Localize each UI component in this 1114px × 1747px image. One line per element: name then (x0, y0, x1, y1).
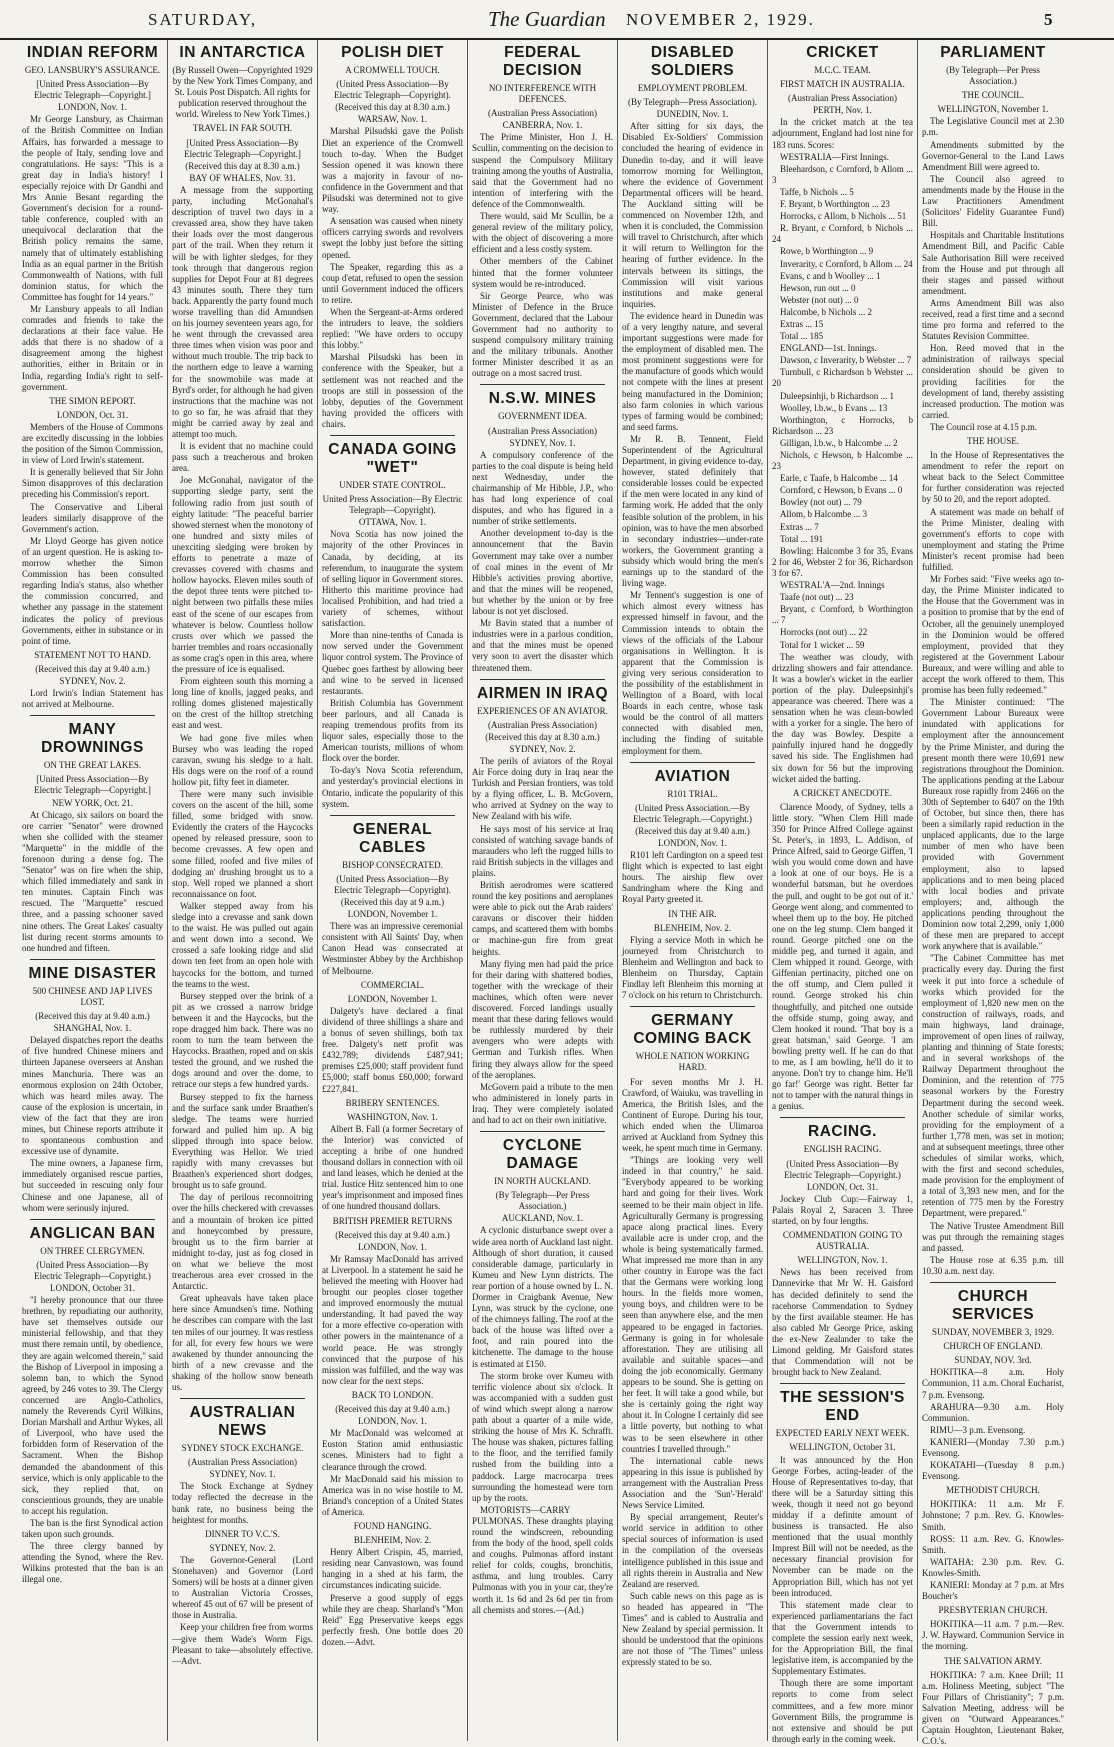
article-paragraph: Mr George Lansbury, as Chairman of the British Committee on Indian Affairs, has forwarded a message to the people of Italy, sending love and congratulations. He says: "This is a great day in India's history! I especially rejoice with Dr Gandhi and Mrs Annie Besant regarding the Government's decision for a round-table conference, coupled with an unequivocal declaration that the British policy remains the same, namely that of ultimately establishing India as an equal partner in the British Commonwealth of Nations, with full dominion status, for which the Committee has fought for 14 years." (22, 114, 163, 302)
article-paragraph: A cyclonic disturbance swept over a wide area north of Auckland last night. Although of short duration, it caused considerable damage, particularly in Kumeu and New Lynn districts. The rear portion of a house owned by L. N. Dormer in Craigbank Avenue, New Lynn, was struck by the cyclone, one of the chimneys falling. The roof at the back of the house was lifted over a foot, and rain poured into the kitchenette. The damage to the house is estimated at £150. (472, 1225, 613, 1369)
article-paragraph: MOTORISTS—CARRY PULMONAS. These draughts playing round the windscreen, rebounding from the body of the hood, spell colds and coughs. Pulmonas afford instant relief for colds, coughs, bronchitis, asthma, and lung troubles. Carry Pulmonas with you in your car, they're worth it. 1s 6d and 2s 6d per tin from all chemists and stores.—(Ad.) (472, 1504, 613, 1615)
article-paragraph: News has been received from Dannevirke that Mr W. H. Gaisford has decided definitely to send the racehorse Commendation to Sydney by the first available steamer. He has also cabled Mr George Price, asking the ex-New Zealander to take the Limond gelding. Mr Gaisford states that Commendation will not be brought back to New Zealand. (772, 1267, 913, 1378)
article-paragraph: Mr MacDonald was welcomed at Euston Station amid enthusiastic scenes. Ministers had to fight a clearance through the crowd. (322, 1428, 463, 1472)
article-paragraph: British aerodromes were scattered round the key positions and aeroplanes were able to pick out the Arab raiders' caravans or discover their hidden camps, and scattered them with bombs or machine-gun fire from great heights. (472, 880, 613, 957)
article-paragraph: The three clergy banned by attending the Synod, where the Rev. Wilkins protested that the ban is an illegal one. (22, 1541, 163, 1585)
article-rule (180, 1398, 305, 1399)
dateline: (Australian Press Association) (488, 425, 597, 436)
article-paragraph: R. Bryant, c Cornford, b Nichols ... 24 (772, 223, 913, 245)
article-paragraph: Clarence Moody, of Sydney, tells a little story. "When Clem Hill made 350 for Prince Alfred College against St. Peter's, in 1893, L. Addison, of Prince Alfred, said to George Giffen, 'I wish you would come down and have a look at one of our boys. He is a wonderful batsman, but he overdoes the pull, and ought to be got out of it.' George went along, and commented to wheel them up to the boy. He pitched one on the leg stump. Clem banged it round. George pitched one on the middle peg, and turned it again, and Clem whipped it round. George, with Giffenian pertinacity, pitched one on the off stump, and Clem pulled it round. George stroked his chin thoughtfully, and pitched one outside the offside stump, going away, and Clem hooked it round. 'That boy is a great batsman,' said George. 'I am bowling pretty well. If he can do that to me, as I am bowling, he'll do it to anyone. Don't try to change him. He'll go far!' George was right. Better far not to tamper with the natural things in a genius. (772, 801, 913, 1112)
article-subheading: CHURCH OF ENGLAND. (943, 1341, 1043, 1352)
article-paragraph: Another development to-day is the announcement that the Bavin Government may take over a number of coal mines in the event of Mr Hibble's activities proving abortive, and that the mines will be reopened, but whether by the union or by free labour is not yet disclosed. (472, 528, 613, 617)
dateline: (Australian Press Association) (188, 1457, 297, 1468)
article-paragraph: Many flying men had paid the price for their daring with shattered bodies, together with the wreckage of their machines, which often were never discovered. Forced landings usually meant that these daring fellows would be ruthlessly murdered by their avengers who were adepts with German and Turkish rifles. When firing they always allow for the speed of the aeroplanes. (472, 958, 613, 1080)
article-paragraph: Gilligan, l.b.w., b Halcombe ... 2 (780, 437, 898, 448)
column-7 (918, 40, 1068, 1747)
article-paragraph: The ban is the first Synodical action taken upon such grounds. (22, 1517, 163, 1540)
article-paragraph: ROSS: 11 a.m. Rev. G. Knowles-Smith. (922, 1533, 1064, 1555)
article-headline: MINE DISASTER (28, 964, 157, 982)
dateline: LONDON, Nov. 1. (358, 1416, 427, 1427)
article-paragraph: F. Bryant, b Worthington ... 23 (780, 199, 890, 210)
article-headline: MANY DROWNINGS (41, 721, 144, 757)
article-subheading: PRESBYTERIAN CHURCH. (938, 1605, 1048, 1616)
article-paragraph: In the House of Representatives the amendment to refer the report on wheat back to the Select Committee for further consideration was rejected by 50 to 20, and the report adopted. (922, 450, 1064, 505)
article-paragraph: Mr MacDonald said his mission to America was in no wise hostile to M. Briand's conception of a United States of America. (322, 1473, 463, 1517)
article-paragraph: Marshal Pilsudski gave the Polish Diet an experience of the Cromwell touch to-day. When the Budget Session opened it was known there was a majority in favour of no-confidence in the Government and that Pilsudski was determined not to give way. (322, 126, 463, 215)
dateline: BLENHEIM, Nov. 2. (653, 922, 732, 933)
article-paragraph: Such cable news on this page as is so headed has appeared in "The Times" and is cabled to Australia and New Zealand by special permission. It should be understood that the opinions are not those of "The Times" unless expressly stated to be so. (622, 1590, 763, 1668)
article-paragraph: Nichols, c Hewson, b Halcombe ... 23 (772, 450, 913, 472)
article-paragraph: Mr Forbes said: "Five weeks ago to-day, the Prime Minister indicated to the House that the Government was in a position to promise that by the end of October, all the genuinely unemployed in the Dominion would be offered employment, provided that they registered at the Government Labour Bureaux, and were willing and able to accept the work offered to them. This promise has been fully redeemed." (922, 574, 1064, 696)
article-paragraph: "The Cabinet Committee has met practically every day. During the first week it put into force a schedule of works which provided for the employment of 1,820 new men on the construction of railways, roads, and main highways, land drainage, improvement of open lines of railway, planting and thinning of State forests; and in several workshops of the Railway Department throughout the Dominion, and the retention of 775 seasonal workers by the Forestry Department during the second week. Another schedule of similar works, providing for the employment of a further 1,778 men, was set in motion; and at subsequent meetings, three other schedules of similar works, which, with the first and second schedules, made provision for the employment of a total of 3,393 new men, and for the retention of 775 men by the Forestry Department, were prepared." (922, 953, 1064, 1219)
article-paragraph: Mr Lansbury appeals to all Indian comrades and friends to take the declarations at their face value. He adds that there is no shadow of a disagreement among the highest authorities, either in Britain or in India, regarding India's right to self-government. (22, 303, 163, 392)
article-subheading: IN THE AIR. (668, 908, 717, 919)
article-paragraph: This statement made clear to experienced parliamentarians the fact that the Government intends to complete the session early next week, for the Appropriation Bill, the final legislative item, is accompanied by the Supplementary Estimates. (772, 1599, 913, 1677)
article-headline: DISABLED SOLDIERS (650, 44, 735, 79)
article-paragraph: There was an impressive ceremonial consistent with All Saints' Day, when Canon Head was consecrated at Westminster Abbey by the Archbishop of Melbourne. (322, 921, 463, 976)
article-paragraph: Great upheavals have taken place here since Amundsen's time. Nothing he describes can compare with the last ten miles of our journey. It was restless for all, for every few hours we were awakened by thunder announcing the birth of a new crevasse and the shaking of the hollow snow beneath us. (172, 1293, 313, 1392)
article-paragraph: The Council also agreed to amendments made by the House in the Law Practitioners Amendment (Solicitors' Fidelity Guarantee Fund) Bill. (922, 173, 1064, 229)
dateline: United Press Association—By Electric Telegraph—Copyright). (322, 494, 463, 516)
article-headline: CYCLONE DAMAGE (502, 1137, 583, 1173)
article-paragraph: Preserve a good supply of eggs while they are cheap. Sharland's "Mon Reid" Egg Preservative keeps eggs perfectly fresh. One bottle does 20 dozen.—Advt. (322, 1592, 463, 1647)
article-paragraph: RIMU—3 p.m. Evensong. (930, 1424, 1026, 1435)
article-paragraph: Flying a service Moth in which he journeyed from Christchurch to Blenheim and Wellington and back to Blenheim on Thursday, Captain Findlay left Blenheim this morning at 7 o'clock on his return to Christchurch. (622, 934, 763, 1001)
article-paragraph: KANIERI: Monday at 7 p.m. at Mrs Boucher's (922, 1580, 1064, 1602)
article-paragraph: WESTRAL'A—2nd. Innings (780, 580, 885, 591)
article-headline: INDIAN REFORM (26, 44, 159, 61)
article-subheading: WHOLE NATION WORKING HARD. (635, 1051, 750, 1073)
article-paragraph: Bowling: Halcombe 3 for 35, Evans 2 for 46, Webster 2 for 36, Richardson 3 for 67. (772, 545, 913, 578)
article-paragraph: The Prime Minister, Hon J. H. Scullin, commenting on the decision to suspend the Compulsory Military training among the youths of Australia, said that the Government had no intention of interfering with the defence of the Commonwealth. (472, 132, 613, 209)
article-subheading: M.C.C. TEAM. (814, 65, 871, 75)
dateline: (Australian Press Association) (488, 108, 597, 119)
article-headline: AIRMEN IN IRAQ (477, 684, 608, 702)
article-paragraph: Hospitals and Charitable Institutions Amendment Bill, and Pacific Cable Sale Authorisation Bill were received from the House and put through all their stages and passed without amendment. (922, 230, 1064, 296)
article-paragraph: Worthington, c Horrocks, b Richardson ... 23 (772, 414, 913, 436)
dateline: LONDON, Oct. 31. (806, 1181, 879, 1192)
article-subheading: EMPLOYMENT PROBLEM. (637, 83, 748, 93)
dateline: BLENHEIM, Nov. 2. (353, 1535, 432, 1546)
article-subheading: THE COUNCIL. (962, 90, 1024, 101)
article-paragraph: The Conservative and Liberal leaders similarly disapprove of the Government's action. (22, 501, 163, 534)
dateline: WASHINGTON, Nov. 1. (347, 1111, 438, 1122)
article-paragraph: Nova Scotia has now joined the majority of the other Provinces in Canada, by deciding, at its referendum, to inaugurate the system of selling liquor in Government stores. Hitherto this maritime province had localised Prohibition, and had tried a variety of schemes, without satisfaction. (322, 529, 463, 629)
article-rule (480, 384, 605, 385)
article-rule (780, 1383, 905, 1384)
article-paragraph: Horrocks, c Allom, b Nichols ... 51 (780, 211, 907, 222)
article-paragraph: In the cricket match at the tea adjournment, England had lost nine for 183 runs. Scores: (772, 117, 913, 150)
masthead-day: SATURDAY, (148, 10, 258, 29)
article-rule (630, 1006, 755, 1007)
article-paragraph: The Stock Exchange at Sydney today reflected the decrease in the bank rate, no business being the heightest for months. (172, 1481, 313, 1525)
article-paragraph: Albert B. Fall (a former Secretary of the Interior) was convicted of accepting a bribe of one hundred thousand dollars in connection with oil and land leases, which he denied at the trial. Justice Hitz sentenced him to one year's imprisonment and imposed fines of one hundred thousand dollars. (322, 1123, 463, 1212)
article-paragraph: We had gone five miles when Bursey who was leading the roped caravan, swung his sledge to a halt. His dogs were on the roof of a round hollow pit, fifty feet in diameter. (172, 732, 313, 787)
article-paragraph: WAITAHA: 2.30 p.m. Rev. G. Knowles-Smith. (922, 1556, 1064, 1578)
article-paragraph: Members of the House of Commons are excitedly discussing in the lobbies the position of the Simon Commission, in view of Lord Irwin's statement. (22, 421, 164, 466)
article-rule (480, 1131, 605, 1132)
article-paragraph: A message from the supporting party, including McGonahal's description of travel two days in a crevassed area, show they have taken their loads over the most dangerous part of the trail. When they return it will be with lighter sledges, for they took through that dangerous region supplies for Depot Four at 81 degrees 43 minutes south. There they turn back. Apparently the party found much worse travelling than did Amundsen on his journey seventeen years ago, for he went through the crevassed area three times when vision was poor and without much trouble. The trip back to the northern edge to leave a warning for the snowmobile was made at Byrd's order, for although he had given instructions that the machine was not to go so far, he was afraid that they might be carried away by zeal and attempt too much. (172, 184, 313, 439)
article-paragraph: Duleepsinhji, b Richardson ... 1 (780, 390, 894, 401)
article-paragraph: The mine owners, a Japanese firm, immediately organised rescue parties, but succeeded in rescuing only four Chinese and one Japanese, all of whom were seriously injured. (22, 1158, 163, 1213)
article-paragraph: Inverarity, c Cornford, b Allom ... 24 (780, 258, 913, 269)
column-3 (318, 40, 468, 1741)
article-subheading: R101 TRIAL. (667, 788, 718, 799)
article-paragraph: There would, said Mr Scullin, be a general review of the military policy, with the object of discovering a more efficient and a less costly system. (472, 211, 613, 255)
article-subheading: GEO. LANSBURY'S ASSURANCE. (24, 65, 161, 75)
article-subheading: FIRST MATCH IN AUSTRALIA. (780, 79, 905, 90)
article-paragraph: Mr Lloyd George has given notice of an urgent question. He is asking to-morrow whether the Simon Commission has been consulted regarding India's status, also whether the commission concurred, and whether any passage in the statement indicates the policy of previous Governments, either in substance or in point of time. (22, 535, 163, 646)
article-rule (30, 1219, 155, 1220)
dateline: (United Press Association.—By Electric Telegraph.—Copyright.) (633, 802, 752, 824)
dateline: (By Telegraph—Press Association). (628, 97, 757, 108)
article-subheading: UNDER STATE CONTROL. (339, 480, 446, 490)
article-paragraph: Rowe, b Worthington ... 9 (780, 246, 874, 257)
article-paragraph: "Things are looking very well indeed in that country," he said. "Everybody appeared to be working hard and going for their lives. Work seemed to be their main object in life. Agriculturally Germany is progressing apace along practical lines. Every available acre is under crop, and the whole is being systematically farmed. What impressed me more than in any other country in Europe was the fact that the Germans were working long hours. In the fields more women, young boys, and children were to be seen than anywhere else, and the men appeared to be engaged in factories. Germany is going in for wholesale afforestation. They are utilising all available and suitable spaces—and doing the job economically. Germany appears to be sound. She is getting on her feet. It will take a good while, but she is certainly going the right way about it. In Cologne I certainly did see a little poverty, but nothing to what was to be seen elsewhere in other countries I travelled through." (622, 1155, 763, 1454)
column-1 (18, 40, 168, 1741)
article-paragraph: Marshal Pilsudski has been in conference with the Speaker, but a settlement was not reached and the troops are still in possession of the lobby, deputies of the Government having provided the officers with chairs. (322, 352, 463, 429)
article-paragraph: Other members of the Cabinet hinted that the former volunteer system would be re-introduced. (472, 256, 613, 289)
article-paragraph: By special arrangement, Reuter's world service in addition to other special sources of information is used in the compilation of the overseas intelligence published in this issue and all rights therein in Australia and New Zealand are reserved. (622, 1512, 763, 1589)
article-subheading: STATEMENT NOT TO HAND. (34, 649, 151, 660)
dateline: SUNDAY, NOVEMBER 3, 1929. (931, 1327, 1055, 1338)
dateline: (Received this day at 9 a.m.) (340, 897, 445, 907)
article-subheading: NO INTERFERENCE WITH DEFENCES. (488, 83, 597, 105)
article-paragraph: Bursey stepped to fix the harness and the surface sank under Braathen's sledge. The teams were hurried forward and pulled him up. A big slipped through into space below. Everything was Hellor. We tried rapidly with many crevasses but Braathen's experienced short dodges, brought us to safe ground. (172, 1091, 313, 1191)
dateline: SYDNEY, Nov. 1. (509, 437, 576, 448)
article-rule (630, 762, 755, 763)
article-paragraph: Henry Albert Crispin, 45, married, residing near Canvastown, was found hanging in a shed at his farm, the circumstances indicating suicide. (322, 1547, 463, 1591)
article-subheading: BRITISH PREMIER RETURNS (332, 1215, 453, 1226)
dateline: (Australian Press Association) (488, 719, 597, 730)
article-paragraph: The Minister continued: "The Government Labour Bureaux were inundated with applications for employment after the announcement by the Prime Minister, and during the present month there were 10,691 new registrations throughout the Dominion. The applications pending at the Labour Bureaux rose rapidly from 2466 on the 30th of September to 6407 on the 19th of October, but since then, there has been a similarly rapid reduction in the unplaced applicants, due to the large number of men who have been provided with Government employment, also to lapsed applications and to men being placed with local bodies and private employers; and, although the applications pending throughout the Dominion now total 2,299, only 1,000 of these men are prepared to accept work anywhere that is available." (922, 697, 1064, 952)
article-paragraph: Mr Ramsay MacDonald has arrived at Liverpool. In a statement he said he believed the meeting with Hoover had brought our peoples closer together and improved enormously the mutual understanding. It had paved the way for a more effective co-operation with other powers in the maintenance of a world peace. He was strongly convinced that the purpose of his mission was fulfilled, and the way was now clear for the next steps. (322, 1253, 463, 1386)
article-subheading: EXPERIENCES OF AN AVIATOR. (477, 705, 608, 716)
article-subheading: THE SIMON REPORT. (49, 395, 136, 406)
article-headline: FEDERAL DECISION (503, 44, 582, 79)
dateline: (Received this day at 9.40 a.m.) (335, 1229, 450, 1240)
article-subheading: COMMENDATION GOING TO AUSTRALIA. (782, 1230, 903, 1252)
dateline: (Received this day at 8.30 a.m.) (185, 160, 300, 171)
article-paragraph: Mr R. B. Tennent, Field Superintendent of the Agricultural Department, in giving evidence to-day, however, stated definitely that considerable losses could be expected if the men were located in any kind of farming work. He added that the only feasible solution of the problem, in his opinion, was to have the men absorbed in secondary industries—under-rate workers, the Government granting a subsidy which would bring the men's earnings up to the standard of the living wage. (622, 433, 763, 589)
dateline: (By Telegraph—Per Press Association.) (495, 1190, 590, 1212)
column-6 (768, 40, 918, 1744)
article-paragraph: KOKATAHI—(Tuesday 8 p.m.) Evensong. (922, 1460, 1064, 1482)
article-paragraph: The international cable news appearing in this issue is published by arrangement with the Australian Press Association and the 'Sun'-'Herald' News Service Limited. (622, 1455, 763, 1511)
article-rule (30, 959, 155, 960)
article-paragraph: Horrocks (not out) ... 22 (780, 627, 868, 638)
column-5 (618, 40, 768, 1741)
dateline: LONDON, November 1. (347, 993, 438, 1004)
article-paragraph: Bryant, c Cornford, b Worthington ... 7 (772, 604, 913, 626)
dateline: (Received this day at 9.40 a.m.) (35, 1011, 150, 1022)
article-paragraph: The storm broke over Kumeu with terrific violence about six o'clock. It was accompanied with a sudden gust of wind which swept along a narrow path about a quarter of a mile wide, striking the house of Mrs K. Schrafft. The house was shaken, pictures falling to the floor, and the terrified family rushed from the building into a paddock. Large macrocarpa trees surrounding the homestead were torn up by the roots. (472, 1370, 613, 1503)
dateline: [United Press Association—By Electric Telegraph—Copyright.] (34, 79, 151, 101)
masthead-date: NOVEMBER 2, 1929. (626, 10, 815, 29)
article-paragraph: HOKITIKA: 11 a.m. Mr F. Johnstone; 7 p.m. Rev. G. Knowles-Smith. (922, 1499, 1064, 1532)
article-paragraph: A compulsory conference of the parties to the coal dispute is being held next Wednesday, under the chairmanship of Mr Hibble, J.P., who has had long experience of coal disputes, and who has figured in a number of strike settlements. (472, 449, 613, 527)
article-paragraph: Walker stepped away from his sledge into a crevasse and sank down to the waist. He was pulled out again and went down into a second. We crossed a safe looking ridge and slid down ten feet from an open hole with haycocks for the bottom, and turned the teams to the west. (172, 900, 313, 989)
dateline: (Received this day at 9.40 a.m.) (635, 825, 750, 836)
article-rule (930, 1282, 1056, 1283)
article-paragraph: Earle, c Taafe, b Halcombe ... 14 (780, 473, 898, 484)
article-paragraph: Mr Bavin stated that a number of industries were in a parlous condition, and that the mines must be opened very soon to avert the disaster which threatened them. (472, 618, 613, 673)
dateline: BAY OF WHALES, Nov. 31. (189, 172, 296, 183)
article-paragraph: Keep your children free from worms—give them Wade's Worm Figs. Pleasant to take—absolutely effective.—Advt. (172, 1622, 313, 1666)
article-paragraph: After sitting for six days, the Disabled Ex-Soldiers' Commission concluded the hearing of evidence in Dunedin to-day, and it will leave tomorrow morning for Wellington, where the evidence of Government Departmental officers will be heard. The Auckland sitting will be commenced on November 12th, and when it is concluded, the Commission will travel to Christchurch, after which it will return to Wellington for the hearing of further evidence. In the intervals between its sittings, the Commission will visit various institutions and make general inquiries. (622, 121, 763, 309)
article-paragraph: Total for 1 wicket ... 59 (780, 639, 865, 650)
article-paragraph: Bowley (not out) ... 79 (780, 497, 862, 508)
article-paragraph: "I hereby pronounce that our three brethren, by repudiating our authority, have set themselves outside our ministerial fellowship, and that they must there remain until, by obedience, they are again welcomed therein," said the Bishop of Liverpool in imposing a solemn ban, to which the Synod agreed, by 246 votes to 39. The Clergy concerned are Anglo-Catholics, namely the Reverends Cyril Wilkins, Dorian Marshall and Arthur Wykes, all of Liverpool, who have used the forbidden form of Reservation of the Sacrament. When the Bishop demanded the abandonment of this service, which is only applicable to the sick, they replied that, on conscientious grounds, they are unable to accept his regulation. (22, 1295, 163, 1516)
article-headline: CRICKET (806, 44, 879, 61)
article-paragraph: HOKITIKA—11 a.m. 7 p.m.—Rev. J. W. Hayward. Communion Service in the morning. (922, 1619, 1064, 1652)
article-headline: POLISH DIET (341, 44, 444, 61)
dateline: LONDON, Nov. 1. (58, 102, 127, 113)
article-paragraph: The Native Trustee Amendment Bill was put through the remaining stages and passed. (922, 1220, 1064, 1253)
dateline: LONDON, Oct. 31. (56, 409, 129, 420)
dateline: LONDON, Nov. 1. (358, 1241, 427, 1252)
article-paragraph: The Speaker, regarding this as a coup d'etat, refused to open the session until Government induced the officers to retire. (322, 261, 463, 305)
article-subheading: SYDNEY STOCK EXCHANGE. (181, 1443, 304, 1454)
article-paragraph: ARAHURA—9.30 a.m. Holy Communion. (922, 1401, 1064, 1423)
article-paragraph: At Chicago, six sailors on board the ore carrier "Senator" were drowned when she collided with the steamer "Marquette" in the middle of the forenoon during a dense fog. The "Senator" was on fire when the ship, which filled immediately and sank in ten minutes. Captain Finch was rescued. The "Marquette" rescued three, and a passing schooner saved nine others. The Great Lakes' casualty list during recent storms amounts to one hundred and fifteen. (22, 809, 163, 953)
article-paragraph: There were many such invisible covers on the ascent of the hill, some filled, some bridged with snow. Evidently the craters of the Haycocks opened by released pressure, soon to become crevasses. A few open and some filled, roofed and five miles of dodging an' drushing brought us to a stop. Well roped we planned a short reconnaissance on foot. (172, 789, 313, 899)
column-2 (168, 40, 318, 1741)
dateline: WARSAW, Nov. 1. (357, 114, 428, 125)
article-paragraph: Allom, b Halcombe ... 3 (780, 509, 867, 520)
article-paragraph: The day of perilous reconnoitring over the hills checkered with crevasses and a mountain of broken ice pitted and honeycombed by pressure, brought us to the firm barrier at midnight to-day, just as fog closed in on what we believe the most treacherous area ever crossed in the Antarctic. (172, 1192, 313, 1292)
dateline: DUNEDIN, Nov. 1. (656, 109, 729, 120)
article-paragraph: Jockey Club Cup:—Fairway 1, Palais Royal 2, Saracen 3. Three started, on by four lengths. (772, 1193, 913, 1226)
dateline: (United Press Association—By Electric Telegraph—Copyright). (334, 79, 451, 101)
article-rule (480, 679, 605, 680)
dateline: PERTH, Nov. 1. (813, 105, 872, 116)
dateline: (United Press Association—By Electric Telegraph—Copyright.) (784, 1158, 901, 1180)
article-subheading: METHODIST CHURCH. (946, 1485, 1040, 1496)
article-paragraph: Webster (not out) ... 0 (780, 294, 859, 305)
article-paragraph: It is generally believed that Sir John Simon disapproves of this declaration preceding his Commission's report. (22, 467, 163, 500)
article-subheading: THE SALVATION ARMY. (943, 1655, 1043, 1666)
newspaper-columns (18, 40, 1106, 1747)
article-subheading: EXPECTED EARLY NEXT WEEK. (775, 1428, 910, 1439)
dateline: AUCKLAND, Nov. 1. (501, 1213, 584, 1224)
article-paragraph: He says most of his service at Iraq consisted of watching savage bands of marauders who left the rugged hills to raid British subjects in the villages and plains. (472, 823, 613, 878)
article-subheading: GOVERNMENT IDEA. (498, 411, 587, 422)
article-subheading: DINNER TO V.C.'S. (205, 1528, 280, 1539)
article-paragraph: When the Sergeant-at-Arms ordered the intruders to leave, the soldiers replied: "We have orders to occupy this lobby." (322, 306, 463, 351)
article-paragraph: The weather was cloudy, with drizzling showers and fair attendance. It was a bowler's wicket in the earlier portion of the play. Duleepsinhji's appearance was cheered. There was a sensation when he was clean-bowled with a yorker for a single. The hero of the day was Bowley. Despite a painfully injured hand he doggedly saved his side. The Englishmen had six down for 56 but the improving wicket aided the batting. (772, 651, 913, 784)
dateline: (United Press Association—By Electric Telegraph—Copyright). (334, 873, 451, 895)
article-headline: THE SESSION'S END (780, 1389, 905, 1425)
dateline: (United Press Association—By Electric Telegraph—Copyright.) (34, 1259, 151, 1281)
article-subheading: BRIBERY SENTENCES. (345, 1097, 440, 1108)
article-paragraph: To-day's Nova Scotia referendum, and yesterday's provincial elections in Ontario, indicate the popularity of this system. (322, 765, 463, 809)
dateline: WELLINGTON, October 31. (789, 1442, 896, 1453)
dateline: SYDNEY, Nov. 2. (509, 743, 576, 754)
article-paragraph: The Governor-General (Lord Stonehaven) and Governor (Lord Somers) will be hosts at a dinner given to Australian Victoria Crosses, whereof 45 out of 67 will be present of those in Australia. (172, 1554, 313, 1621)
dateline: (Australian Press Association) (788, 93, 897, 104)
article-paragraph: A sensation was caused when ninety officers carrying swords and revolvers swept the lobby just before the sitting opened. (322, 216, 463, 260)
article-headline: CHURCH SERVICES (951, 1288, 1035, 1324)
dateline: (Received this day at 8.30 a.m.) (485, 731, 600, 742)
article-paragraph: From eighteen south this morning a long line of knolls, jagged peaks, and rolling domes glistened majestically on the crest of the hilltop stretching east and west. (172, 676, 313, 731)
article-headline: N.S.W. MINES (488, 390, 597, 408)
article-paragraph: HOKITIKA—8 a.m. Holy Communion, 11 a.m. Choral Eucharist, 7 p.m. Evensong. (922, 1367, 1064, 1400)
article-paragraph: For seven months Mr J. H. Crawford, of Waiuku, was travelling in America, the British Isles, and the Continent of Europe. During his tour, which ended when the Ulimaroa arrived at Auckland from Sydney this week, he spent much time in Germany. (622, 1076, 763, 1154)
article-headline: GENERAL CABLES (352, 820, 433, 856)
article-subheading: THE HOUSE. (967, 436, 1019, 446)
dateline: SYDNEY, Nov. 1. (209, 1469, 276, 1480)
dateline: (Received this day at 9.40 a.m.) (35, 663, 150, 674)
article-subheading: ON THREE CLERGYMEN. (40, 1245, 145, 1256)
article-subheading: FOUND HANGING. (353, 1520, 432, 1531)
article-subheading: A CROMWELL TOUCH. (345, 65, 440, 75)
article-headline: PARLIAMENT (940, 44, 1046, 61)
article-paragraph: McGovern paid a tribute to the men who administered in lonely parts in Iraq. They were completely isolated and had to act on their own initiative. (472, 1081, 613, 1125)
article-headline: AVIATION (654, 767, 731, 785)
dateline: SUNDAY, NOV. 3rd. (954, 1355, 1032, 1366)
article-paragraph: Taafe (not out) ... 23 (780, 592, 854, 603)
article-paragraph: ENGLAND—1st. Innings. (780, 343, 877, 354)
article-paragraph: The Council rose at 4.15 p.m. (930, 421, 1037, 432)
article-headline: IN ANTARCTICA (179, 44, 306, 61)
dateline: CANBERRA, Nov. 1. (502, 120, 583, 131)
dateline: LONDON, November 1. (347, 909, 438, 920)
article-paragraph: Evans, c and b Woolley ... 1 (780, 270, 881, 281)
article-paragraph: Cornford, c Hewson, b Evans ... 0 (780, 485, 903, 496)
dateline: [United Press Association—By Electric Telegraph—Copyright.] (184, 137, 301, 159)
article-paragraph: Bursey stepped over the brink of a pit as we crossed a narrow bridge between it and the Haycocks, but the rope dragged him back. There was no room to turn the team between the Haycocks. Braathen, roped and on skis tested the ground, and we rushed the dogs around and over the dome, to retrace our steps a few hundred yards. (172, 990, 313, 1090)
article-headline: AUSTRALIAN NEWS (189, 1404, 296, 1440)
article-paragraph: The evidence heard in Dunedin was of a very lengthy nature, and several important suggestions were made for the employment of disabled men. The most prominent suggestions were for the manufacture of goods which would not compete with the lines at present being manufactured in the Dominion; also farm colonies in which various types of farming would be combined; and seed farms. (622, 310, 763, 432)
article-paragraph: Dawson, c Inverarity, b Webster ... 7 (780, 355, 912, 366)
article-paragraph: Mr Tennent's suggestion is one of which almost every witness has expressed himself in favour, and the Commission intends to obtain the views of the officials of the Labour organisations in Wellington. It is apparent that the Commission is giving very serious consideration to the possibility of the establishment in Wellington of a Board, with local Boards in each centre, whose task would be the control of all matters connected with disabled men, including the finding of suitable employment for them. (622, 590, 763, 756)
article-paragraph: The Legislative Council met at 2.30 p.m. (922, 116, 1064, 138)
article-paragraph: Amendments submitted by the Governor-General to the Land Laws Amendment Bill were agreed to. (922, 139, 1064, 172)
article-paragraph: Sir George Pearce, who was Minister of Defence in the Bruce Government, declared that the Labour Government had no authority to suspend compulsory military training and the military tribunals. Another former Minister described it as an outrage on a most sacred trust. (472, 290, 613, 379)
article-paragraph: Hon. Reed moved that in the administration of railways special consideration should be given to providing facilities for the development of land, thereby assisting increased production. The motion was carried. (922, 343, 1064, 420)
dateline: LONDON, October 31. (50, 1283, 135, 1293)
dateline: WELLINGTON, November 1. (937, 104, 1049, 115)
article-headline: RACING. (808, 1123, 877, 1141)
article-paragraph: Delayed dispatches report the deaths of five hundred Chinese miners and thirteen Japanese overseers at Anshan mines Manchuria. There was an enormous explosion on 24th October, which was heard miles away. The cause of the explosion is uncertain, in view of the fact that they are iron mines, but Chinese reports attribute it to spontaneous combustion and excessive use of dynamite. (22, 1035, 163, 1157)
article-headline: CANADA GOING "WET" (328, 441, 457, 476)
dateline: NEW YORK, Oct. 21. (52, 797, 133, 808)
article-subheading: COMMERCIAL. (360, 979, 425, 990)
dateline: (Received this day at 8.30 a.m.) (335, 102, 450, 113)
dateline: (By Telegraph—Per Press Association.) (946, 65, 1040, 87)
article-subheading: A CRICKET ANECDOTE. (792, 787, 893, 798)
article-paragraph: Bleehardson, c Cornford, b Allom ... 3 (772, 163, 913, 185)
article-paragraph: The House rose at 6.35 p.m. till 10.30 a.m. next day. (922, 1254, 1064, 1276)
dateline: OTTAWA, Nov. 1. (358, 517, 427, 528)
article-headline: GERMANY COMING BACK (633, 1012, 752, 1048)
article-subheading: BACK TO LONDON. (351, 1389, 434, 1400)
article-paragraph: Dalgety's have declared a final dividend of three shillings a share and a bonus of seven shillings, both tax free. Dalgety's nett profit was £432,789; dividends £487,941; premises £25,000; staff provident fund £5,000; staff bonus £60,000; forward £227,841. (322, 1005, 463, 1094)
article-paragraph: Joe McGonahal, navigator of the supporting sledge party, sent the following radio from just south of eighty latitude: "The peaceful barrier showed sternest when the monotony of one hundred and sixty miles of unexciting sledging were broken by efforts to penetrate a maze of crevasses covered with chasms and hollow hayocks. Eleven miles south of the depot three tents were pitched to-night between two pitfalls these miles east of the scene of our escapes from whatever is below. Countless hollow crusts over which we passed the barrier trembles and roars occasionally as some crag's open in this area, where the pressure of ice is equalised. (172, 475, 313, 674)
page-number: 5 (1044, 10, 1055, 29)
article-paragraph: Turnbull, c Richardson b Webster ... 20 (772, 367, 913, 389)
article-paragraph: British Columbia has Government beer parlours, and all Canada is reaping tremendous profits from its liquor sales, especially those to the American tourists, millions of whom flock over the border. (322, 697, 463, 764)
article-paragraph: It was announced by the Hon George Forbes, acting-leader of the House of Representatives to-day, that there will be a Saturday sitting this week, though it need not go beyond midday if a definite amount of business is transacted. He also mentioned that the usual monthly Imprest Bill will not be needed, as the necessary financial provision for November can be made on the Appropriation Bill, which has not yet been introduced. (772, 1454, 913, 1598)
article-paragraph: Extras ... 15 (780, 318, 824, 329)
article-paragraph: Lord Irwin's Indian Statement has not arrived at Melbourne. (22, 688, 163, 710)
dateline: SYDNEY, Nov. 2. (59, 675, 126, 686)
article-subheading: 500 CHINESE AND JAP LIVES LOST. (32, 985, 153, 1007)
article-subheading: ON THE GREAT LAKES. (43, 760, 142, 771)
article-paragraph: Woolley, l.b.w., b Evans ... 13 (780, 402, 888, 413)
article-subheading: TRAVEL IN FAR SOUTH. (192, 123, 293, 134)
article-paragraph: Total ... 185 (780, 331, 824, 342)
article-subheading: IN NORTH AUCKLAND. (494, 1176, 591, 1187)
article-paragraph: Extras ... 7 (780, 521, 819, 532)
article-paragraph: Arms Amendment Bill was also received, read a first time and a second time pro forma and referred to the Statutes Revision Committee. (922, 297, 1064, 342)
article-paragraph: Hewson, run out ... 0 (780, 282, 856, 293)
dateline: SYDNEY, Nov. 2. (209, 1542, 276, 1553)
article-rule (330, 435, 455, 436)
article-rule (330, 815, 455, 816)
dateline: LONDON, Nov. 1. (658, 838, 727, 848)
dateline: (By Russell Owen—Copyrighted 1929 by the New York Times Company, and St. Louis Post Dispatch. All rights for publication reserved throughout the world. Wireless to New York Times.) (172, 65, 313, 120)
article-paragraph: The perils of aviators of the Royal Air Force doing duty in Iraq near the Turkish and Persian frontiers, was told by a flying officer, L. B. McGovern, who arrived at Sydney on the way to New Zealand with his wife. (472, 755, 613, 822)
article-headline: ANGLICAN BAN (29, 1224, 156, 1242)
article-paragraph: KANIERI—(Monday 7.30 p.m.) Evensong. (922, 1436, 1064, 1458)
dateline: [United Press Association—By Electric Telegraph—Copyright.] (34, 774, 151, 796)
article-rule (30, 715, 155, 716)
article-paragraph: Halcombe, b Nichols ... 2 (780, 306, 872, 317)
article-subheading: BISHOP CONSECRATED. (342, 859, 443, 870)
article-rule (780, 1117, 905, 1118)
masthead-title: The Guardian (488, 7, 606, 31)
article-subheading: ENGLISH RACING. (803, 1144, 882, 1155)
article-paragraph: It is evident that no machine could pass such a treacherous and broken area. (172, 441, 313, 474)
article-paragraph: Taffe, b Nichols ... 5 (780, 186, 854, 197)
article-paragraph: WESTRALIA—First Innings. (780, 151, 889, 162)
dateline: (Received this day at 9.40 a.m.) (335, 1404, 450, 1415)
article-paragraph: HOKITIKA: 7 a.m. Knee Drill; 11 a.m. Holiness Meeting, subject "The Four Pillars of Christianity"; 7 p.m. Salvation Meeting, address will be given on "Outward Appearances." Captain Houghton, Lieutenant Baker, C.O.'s. (922, 1669, 1064, 1747)
article-paragraph: R101 left Cardington on a speed test flight which is expected to last eight hours. The airship flew over Sandringham where the King and Royal Party greeted it. (622, 850, 763, 905)
column-4 (468, 40, 618, 1741)
masthead (0, 0, 1114, 40)
article-paragraph: Though there are some important reports to come from select committees, and a few more minor Government Bills, the programme is not extensive and should be put through early in the coming week. (772, 1678, 913, 1744)
article-paragraph: A statement was made on behalf of the Prime Minister, dealing with government's efforts to cope with unemployment and stating the Prime Minister's recent promise had been fulfilled. (922, 506, 1064, 573)
article-paragraph: More than nine-tenths of Canada is now served under the Government liquor control system. The Province of Quebec goes farthest by allowing beer and wine to be served in licensed restaurants. (322, 630, 463, 696)
dateline: SHANGHAI, Nov. 1. (53, 1023, 132, 1034)
article-paragraph: Total ... 191 (780, 533, 824, 544)
dateline: WELLINGTON, Nov. 1. (797, 1255, 888, 1266)
